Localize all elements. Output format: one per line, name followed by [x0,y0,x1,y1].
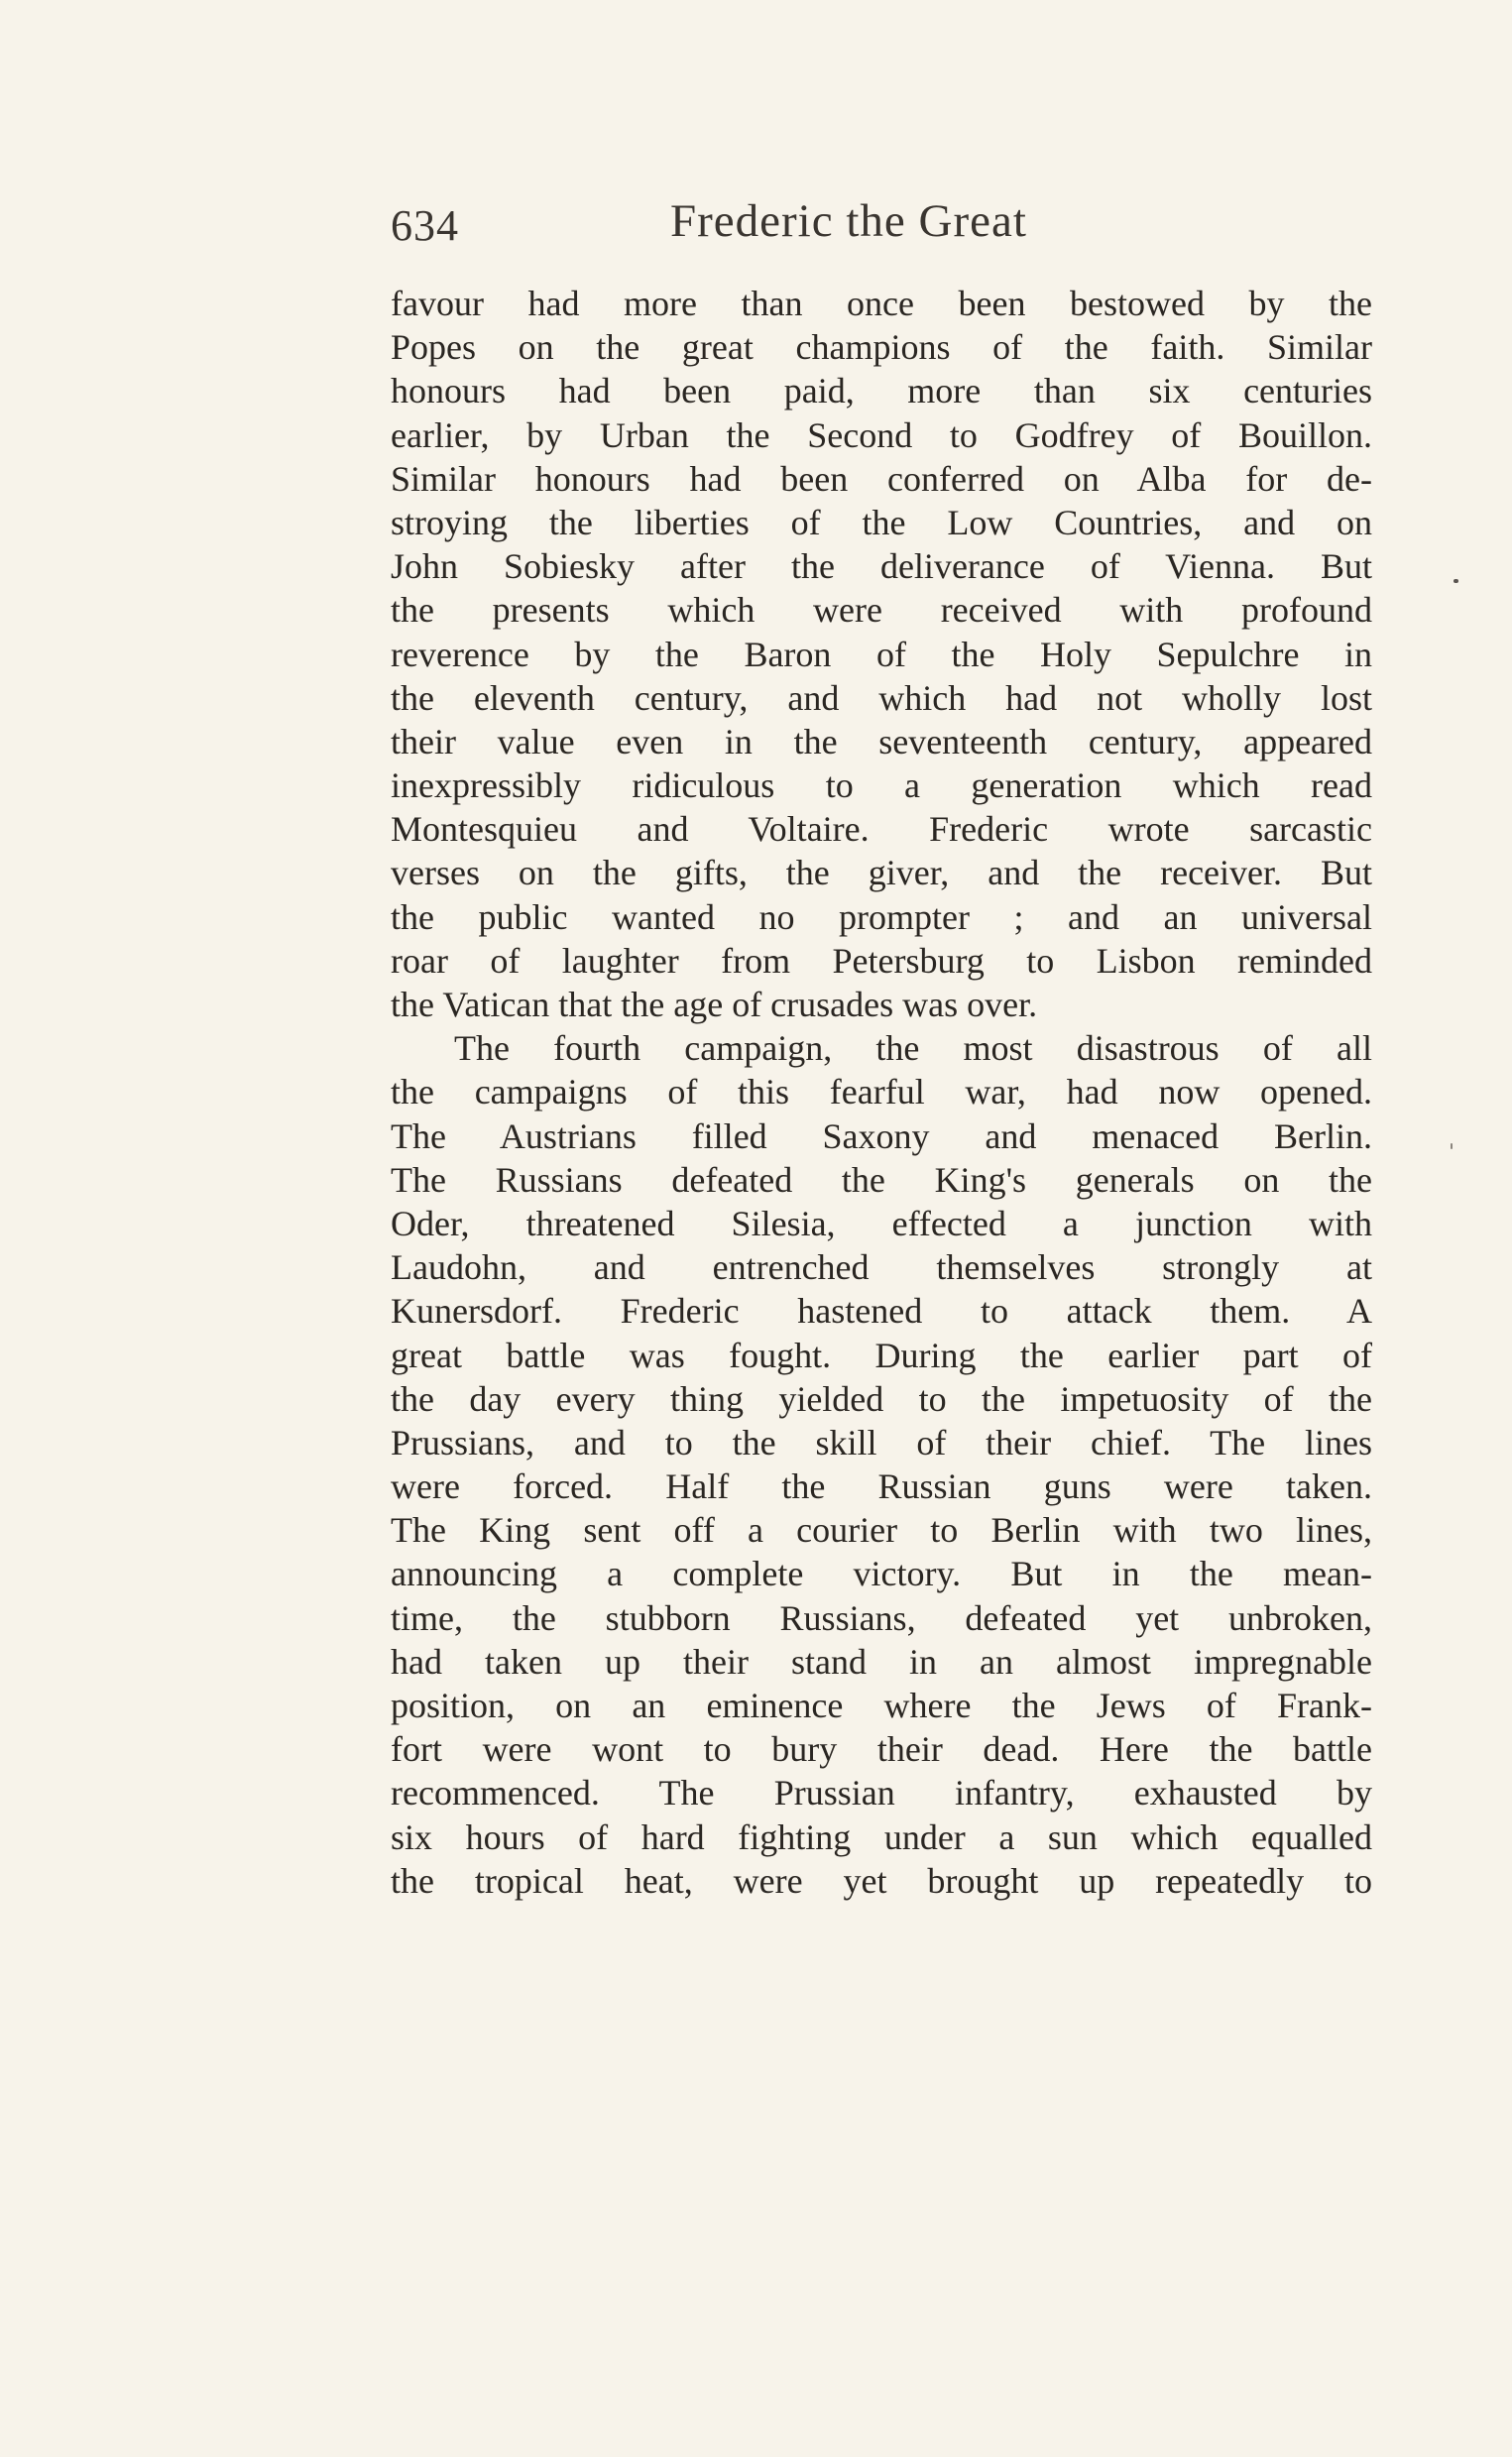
text-line: The fourth campaign, the most disastrous of all [454,1028,1372,1069]
text-line: honours had been paid, more than six centuries [391,371,1372,411]
text-line: John Sobiesky after the deliverance of Vienna. But [391,546,1372,587]
text-line: announcing a complete victory. But in the mean- [391,1554,1372,1594]
text-line: fort were wont to bury their dead. Here the battle [391,1729,1372,1770]
running-title: Frederic the Great [670,195,1027,247]
text-line: the eleventh century, and which had not wholly lost [391,677,1372,718]
text-line: their value even in the seventeenth century, appeared [391,721,1372,761]
text-line: reverence by the Baron of the Holy Sepulchre in [391,634,1372,674]
text-line: the day every thing yielded to the impetuosity of the [391,1378,1372,1419]
text-line: position, on an eminence where the Jews of Frank- [391,1686,1372,1725]
text-line: earlier, by Urban the Second to Godfrey of Bouillon. [391,414,1372,455]
text-line: Kunersdorf. Frederic hastened to attack them. A [391,1291,1372,1332]
margin-speck [1454,579,1458,583]
text-line: Popes on the great champions of the faith. Similar [391,327,1372,368]
text-line: the public wanted no prompter ; and an universal [391,896,1372,937]
text-line: The Austrians filled Saxony and menaced Berlin. [391,1115,1372,1156]
text-line: The King sent off a courier to Berlin with two lines, [391,1510,1372,1551]
body-text [391,282,1372,1903]
text-line: recommenced. The Prussian infantry, exhausted by [391,1773,1372,1814]
text-line: inexpressibly ridiculous to a generation which read [391,765,1372,806]
text-line: Montesquieu and Voltaire. Frederic wrote sarcastic [391,809,1372,850]
text-line: favour had more than once been bestowed by the [391,284,1372,323]
text-line: The Russians defeated the King's generals on the [391,1159,1372,1200]
text-line: roar of laughter from Petersburg to Lisbon reminded [391,940,1372,981]
text-line: had taken up their stand in an almost impregnable [391,1641,1372,1682]
text-line: the tropical heat, were yet brought up repeatedly to [391,1860,1372,1901]
page-header [391,194,1382,258]
text-line: time, the stubborn Russians, defeated yet unbroken, [391,1597,1372,1638]
text-line: were forced. Half the Russian guns were taken. [391,1466,1372,1507]
paragraph [391,282,1372,1026]
text-line: Similar honours had been conferred on Alba for de- [391,458,1372,499]
text-line: the Vatican that the age of crusades was over. [391,985,1038,1024]
page-number: 634 [391,201,459,250]
paragraph [391,1026,1372,1903]
margin-speck [1451,1143,1453,1149]
text-line: Oder, threatened Silesia, effected a junction with [391,1203,1372,1243]
text-line: the presents which were received with profound [391,590,1372,631]
text-line: great battle was fought. During the earlier part of [391,1335,1372,1375]
text-line: verses on the gifts, the giver, and the receiver. But [391,853,1372,893]
text-line: six hours of hard fighting under a sun which equalled [391,1816,1372,1857]
text-line: the campaigns of this fearful war, had now opened. [391,1072,1372,1112]
text-line: Laudohn, and entrenched themselves strongly at [391,1247,1372,1288]
text-line: stroying the liberties of the Low Countries, and on [391,502,1372,542]
text-line: Prussians, and to the skill of their chief. The lines [391,1422,1372,1462]
